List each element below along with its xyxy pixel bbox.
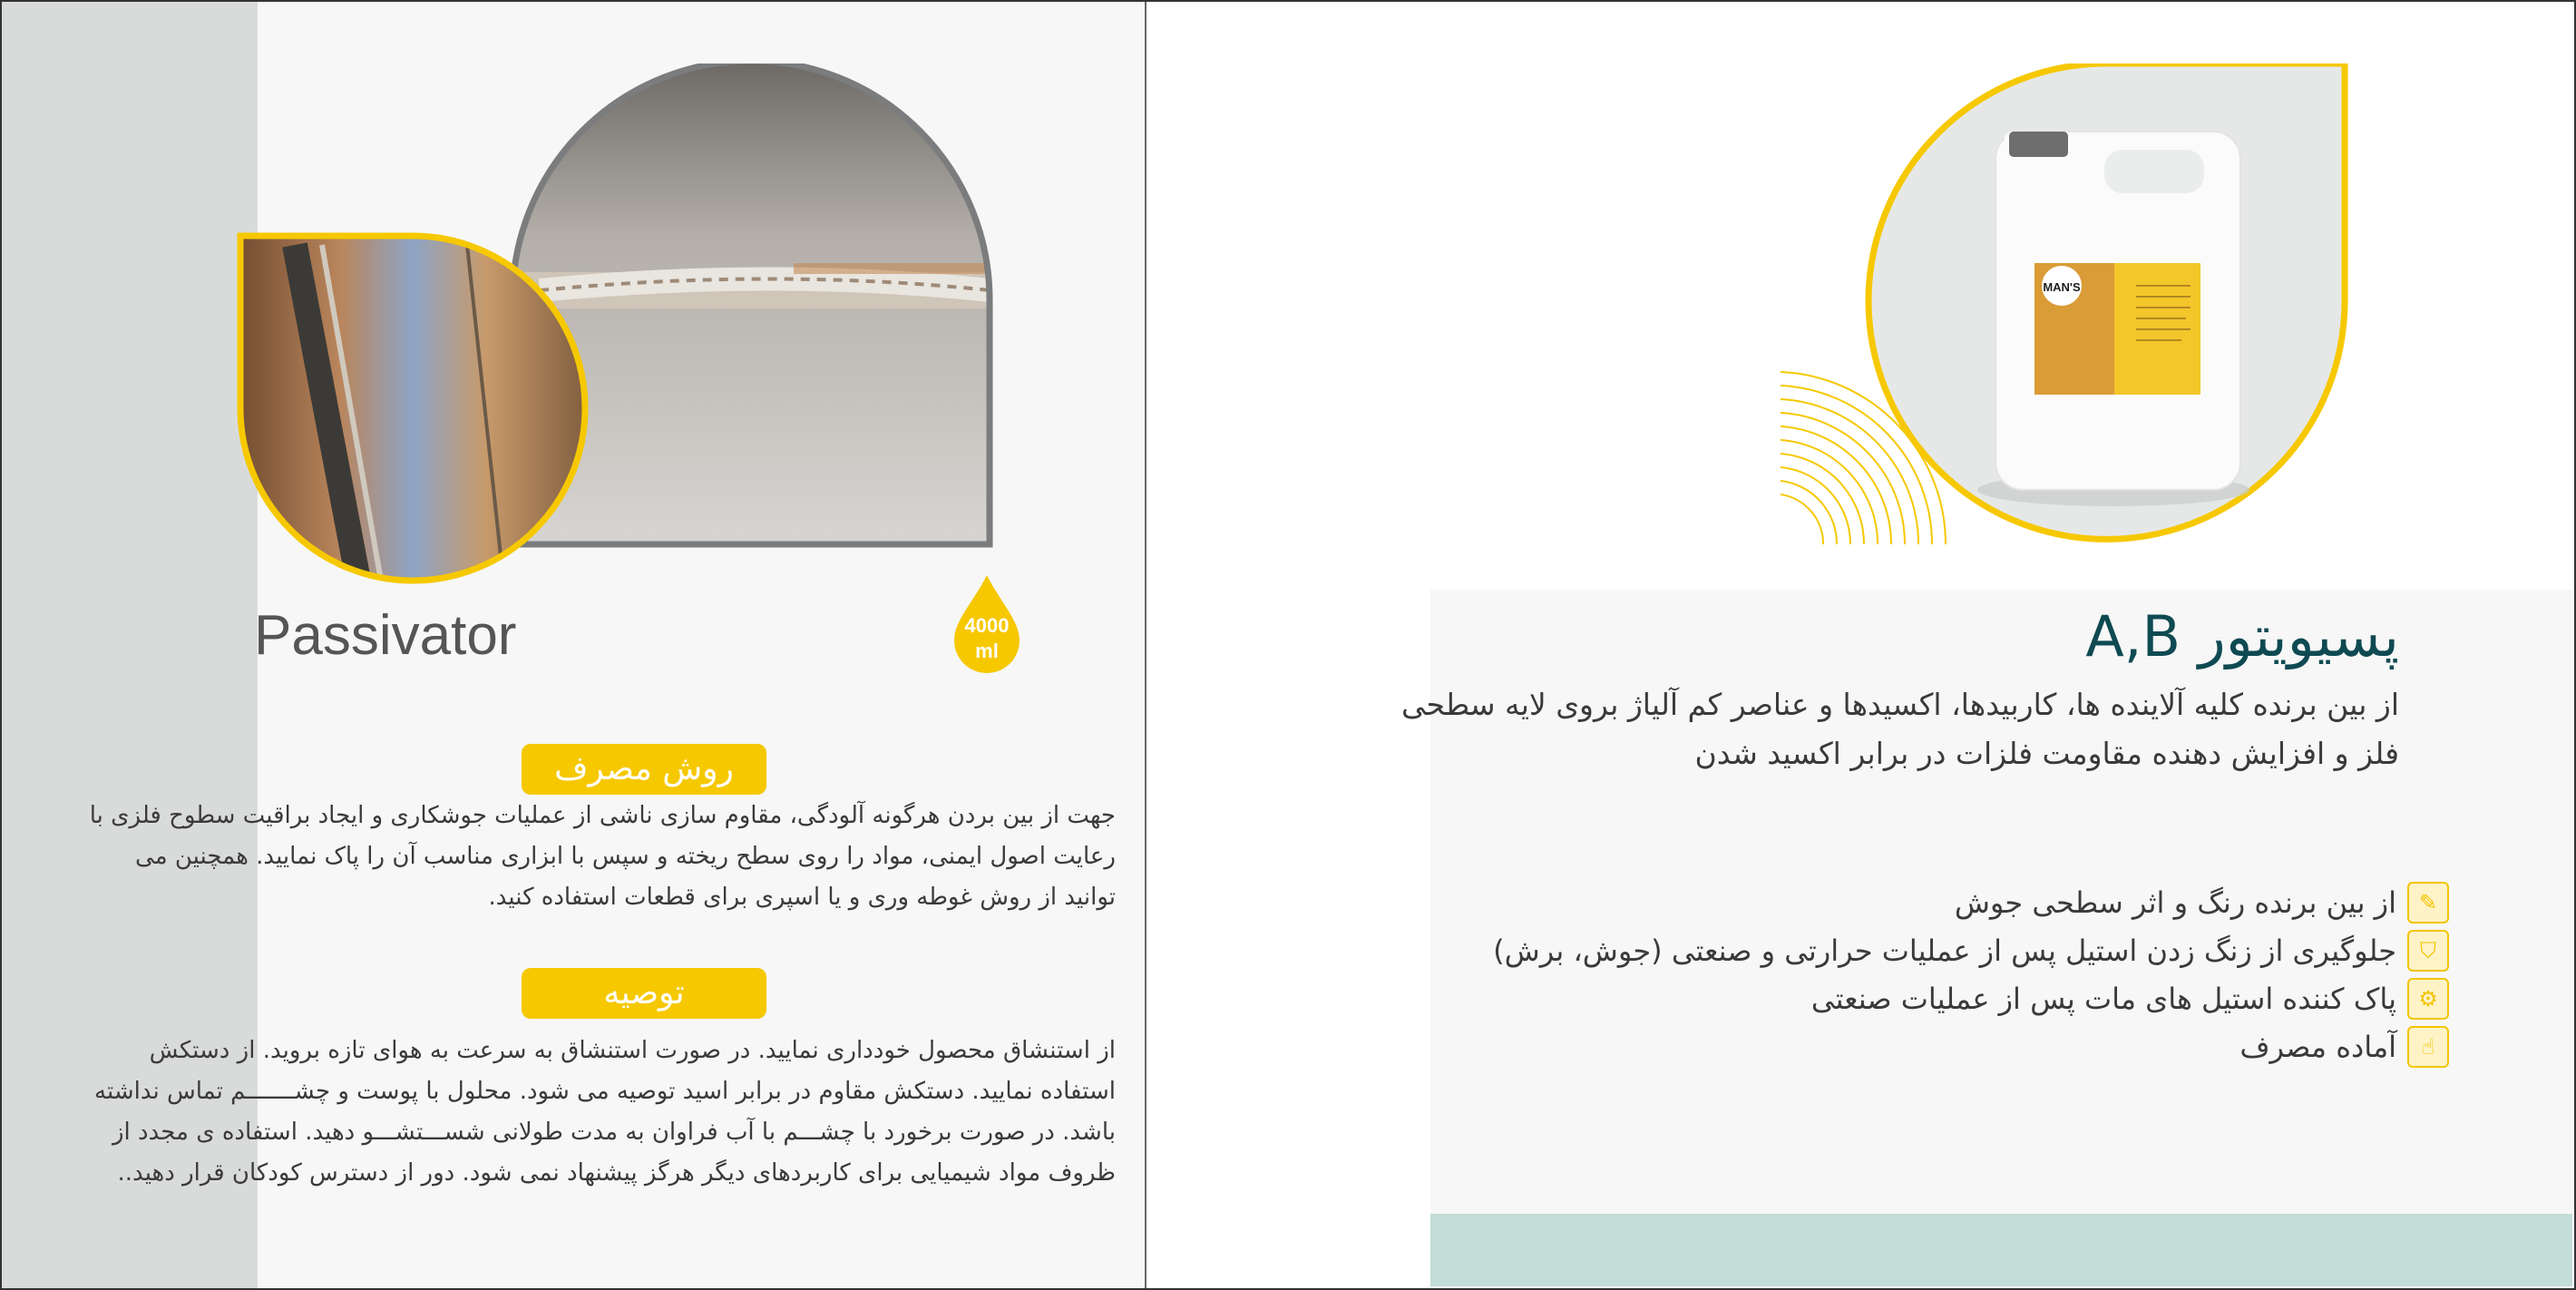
volume-unit: ml xyxy=(975,640,999,662)
feature-text: از بین برنده رنگ و اثر سطحی جوش xyxy=(1954,884,2396,920)
teal-band xyxy=(1430,1214,2572,1286)
volume-label xyxy=(951,613,1023,664)
hand-icon: ☝ xyxy=(2407,1026,2449,1068)
product-image xyxy=(1773,64,2354,553)
feature-item xyxy=(1451,1022,2449,1070)
usage-text: جهت از بین بردن هرگونه آلودگی، مقاوم سازی ناشی از عملیات جوشکاری و ایجاد براقیت سطوح فلزی با رعایت اصول ایمنی، مواد را روی سطح ریخته و سپس با ابزاری مناسب آن را پاک نمایید. همچنین می توانید از روش غوطه وری و یا اسپری برای قطعات استفاده کنید. xyxy=(89,802,1116,911)
feature-text: آماده مصرف xyxy=(2239,1029,2396,1064)
feature-text: پاک کننده استیل های مات پس از عملیات صنعتی xyxy=(1810,981,2396,1016)
gear-icon: ⚙ xyxy=(2407,978,2449,1020)
feature-list xyxy=(1451,878,2449,1070)
feature-item xyxy=(1451,926,2449,974)
advice-text: از استنشاق محصول خودداری نمایید. در صورت استنشاق به سرعت به هوای تازه بروید. از دستکش استفاده نمایید. دستکش مقاوم در برابر اسید توصیه می شود. محلول با پوست و چشـــــــم تماس نداشته باشد. در صورت برخورد با چشـــم با آب فراوان به مدت طولانی شســـتشـــو دهید. استفاده ی مجدد از ظروف مواد شیمیایی برای کاربردهای دیگر هرگز پیشنهاد نمی شود. دور از دسترس کودکان قرار دهید.. xyxy=(94,1037,1116,1187)
advice-heading: توصیه xyxy=(522,968,766,1019)
bottle-cap xyxy=(2009,132,2068,157)
product-description: از بین برنده کلیه آلاینده ها، کاربیدها، اکسیدها و عناصر کم آلیاژ بروی لایه سطحی فلز و افزایش دهنده مقاومت فلزات در برابر اکسید شدن xyxy=(1401,687,2399,771)
brush-icon: ✎ xyxy=(2407,882,2449,924)
feature-item xyxy=(1451,878,2449,926)
weld-photos xyxy=(231,64,993,590)
label-logo: MAN'S xyxy=(2043,280,2081,294)
feature-item xyxy=(1451,974,2449,1022)
rust-shield-icon: ⛉ xyxy=(2407,930,2449,972)
usage-heading: روش مصرف xyxy=(522,744,766,795)
feature-text: جلوگیری از زنگ زدن استیل پس از عملیات حرارتی و صنعتی (جوش، برش) xyxy=(1493,933,2396,968)
brand-name: Passivator xyxy=(254,604,517,667)
page-divider xyxy=(1145,2,1147,1288)
volume-amount: 4000 xyxy=(964,614,1010,637)
product-title: پسیویتور A,B xyxy=(2085,603,2399,669)
